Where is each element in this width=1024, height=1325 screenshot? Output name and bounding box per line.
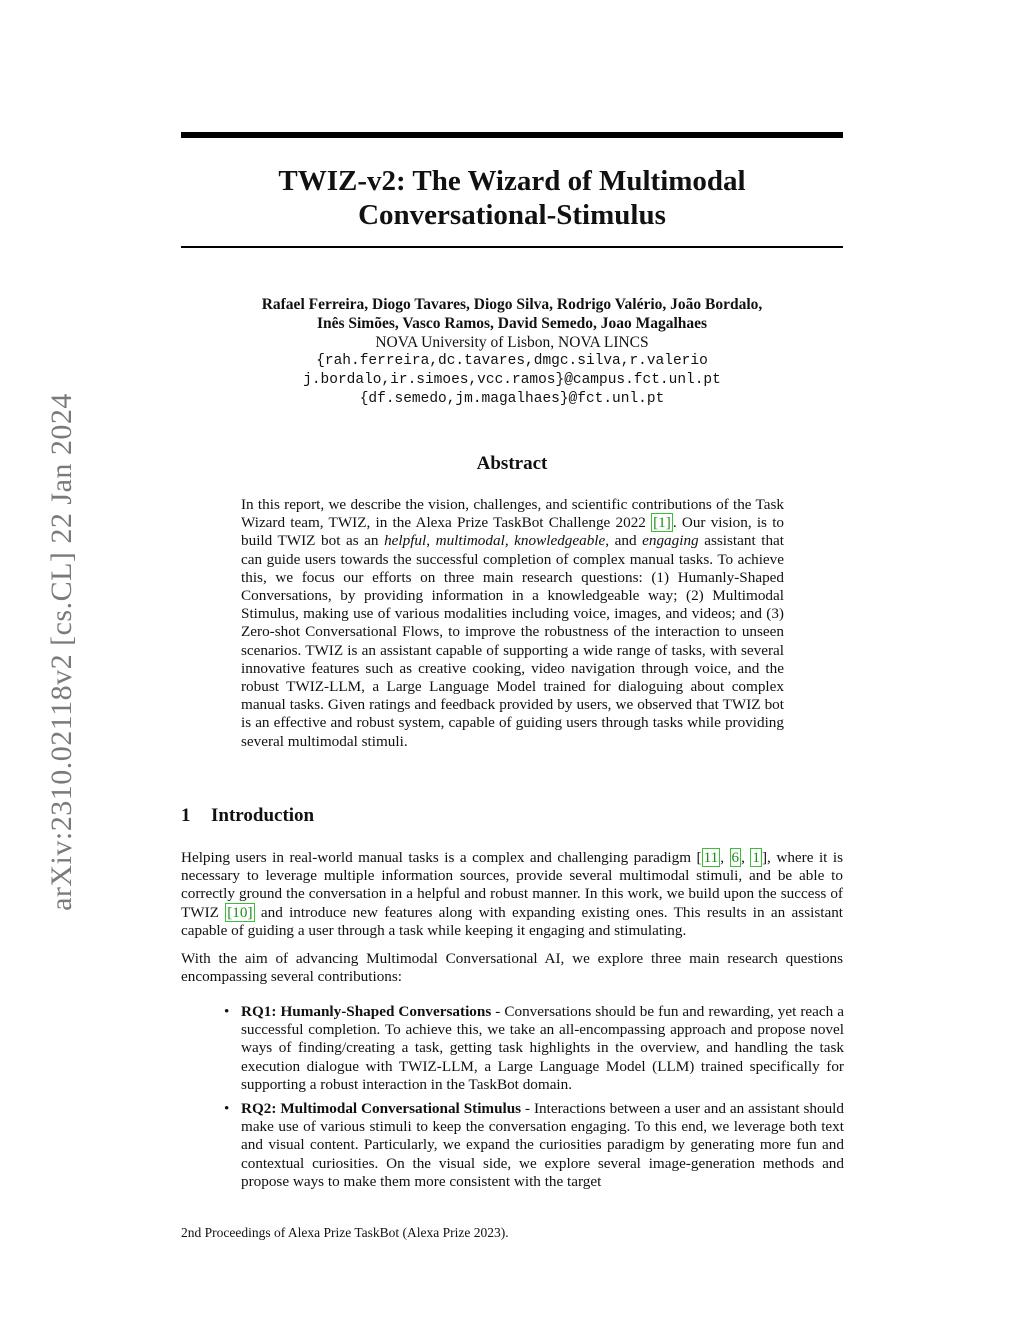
abstract-heading: Abstract [476, 453, 548, 474]
paragraph-text: Helping users in real-world manual tasks is a complex and challenging paradigm [ [181, 849, 702, 866]
research-question-list [224, 1003, 844, 1197]
abstract-text: In this report, we describe the vision, challenges, and scientific contributions of the Task Wizard team, TWIZ, in the Alexa Prize TaskBot Challenge 2022 [241, 496, 784, 532]
abstract-text: . Our vision, is to build TWIZ bot as an [241, 514, 785, 550]
bullet-text: - Conversations should be fun and rewarding, yet reach a successful completion. To achieve this, we take an all-encompassing approach and propose novel ways of finding/creating a task, getting task highlights in the overview, and handling the task execution dialogue with TWIZ-LLM, a Large Language Model (LLM) trained specifically for supporting a robust interaction in the TaskBot domain. [241, 1003, 844, 1093]
proceedings-footnote: 2nd Proceedings of Alexa Prize TaskBot (Alexa Prize 2023). [181, 1225, 509, 1240]
list-item [224, 1003, 844, 1094]
abstract-emphasis: knowledgeable [514, 532, 606, 550]
paragraph-text: ], where it is necessary to leverage multiple information sources, provide several multimodal stimuli, and be able to correctly ground the conversation in a helpful and robust manner. In this work, we build upon the success of TWIZ [181, 849, 844, 921]
citation-link[interactable]: [10] [227, 903, 253, 921]
abstract-text: , [426, 532, 436, 550]
title-bottom-rule [181, 246, 843, 248]
paragraph-text: and introduce new features along with expanding existing ones. This results in an assistant capable of guiding a user through a task while keeping it engaging and stimulating. [181, 903, 844, 939]
author-email-line-2: j.bordalo,ir.simoes,vcc.ramos}@campus.fct.unl.pt [303, 372, 721, 388]
author-block [181, 295, 843, 409]
author-email-line-1: {rah.ferreira,dc.tavares,dmgc.silva,r.valerio [316, 353, 708, 369]
paragraph-text: , [720, 849, 730, 866]
title-top-rule [181, 132, 843, 138]
section-title: Introduction [211, 805, 315, 826]
paper-title [181, 164, 843, 232]
abstract-body [241, 496, 784, 751]
citation-link[interactable]: 11 [703, 849, 719, 866]
citation-link[interactable]: [1] [653, 514, 671, 532]
abstract-emphasis: engaging [642, 532, 699, 550]
author-names-line-2: Inês Simões, Vasco Ramos, David Semedo, Joao Magalhaes [316, 315, 708, 332]
author-email-line-3: {df.semedo,jm.magalhaes}@fct.unl.pt [359, 391, 665, 407]
list-item [224, 1100, 844, 1191]
section-heading-introduction [181, 805, 314, 827]
intro-paragraph-1 [181, 849, 843, 940]
citation-link[interactable]: 1 [752, 849, 760, 866]
abstract-text: assistant that can guide users towards the successful completion of complex manual tasks. To achieve this, we focus our efforts on three main research questions: (1) Humanly-Shaped Conversations, by providing information in a knowledgeable way; (2) Multimodal Stimulus, making use of various modalities including voice, images, and videos; and (3) Zero-shot Conversational Flows, to improve the robustness of the interaction to unseen scenarios. TWIZ is an assistant capable of supporting a wide range of tasks, with several innovative features such as creative cooking, video navigation through voice, and the robust TWIZ-LLM, a Large Language Model trained for dialoguing about complex manual tasks. Given ratings and feedback provided by users, we observed that TWIZ bot is an effective and robust system, capable of guiding users through tasks while providing several multimodal stimuli. [241, 532, 785, 750]
paragraph-text: , [741, 849, 751, 866]
bullet-marker: • [224, 1100, 230, 1118]
bullet-label: RQ2: Multimodal Conversational Stimulus [241, 1100, 522, 1118]
abstract-emphasis: helpful [384, 532, 427, 550]
bullet-marker: • [224, 1003, 230, 1020]
intro-paragraph-2: With the aim of advancing Multimodal Conversational AI, we explore three main research questions encompassing several contributions: [181, 950, 843, 986]
abstract-text: , and [605, 532, 643, 550]
author-names-line-1: Rafael Ferreira, Diogo Tavares, Diogo Silva, Rodrigo Valério, João Bordalo, [261, 296, 763, 313]
abstract-emphasis: multimodal [435, 532, 505, 550]
section-number: 1 [181, 805, 191, 826]
citation-link[interactable]: 6 [731, 849, 740, 866]
title-line-1: TWIZ-v2: The Wizard of Multimodal [278, 165, 746, 197]
bullet-text: - Interactions between a user and an assistant should make use of various stimuli to keep the conversation engaging. To this end, we leverage both text and visual content. Particularly, we expand the curiosities paradigm by generating more fun and contextual curiosities. On the visual side, we explore several image-generation methods and propose ways to make them more consistent with the target [241, 1100, 844, 1190]
bullet-label: RQ1: Humanly-Shaped Conversations [241, 1003, 492, 1020]
arxiv-identifier: arXiv:2310.02118v2 [cs.CL] 22 Jan 2024 [45, 393, 78, 911]
author-affiliation: NOVA University of Lisbon, NOVA LINCS [375, 334, 649, 351]
title-line-2: Conversational-Stimulus [358, 199, 666, 231]
abstract-text: , [504, 532, 515, 550]
